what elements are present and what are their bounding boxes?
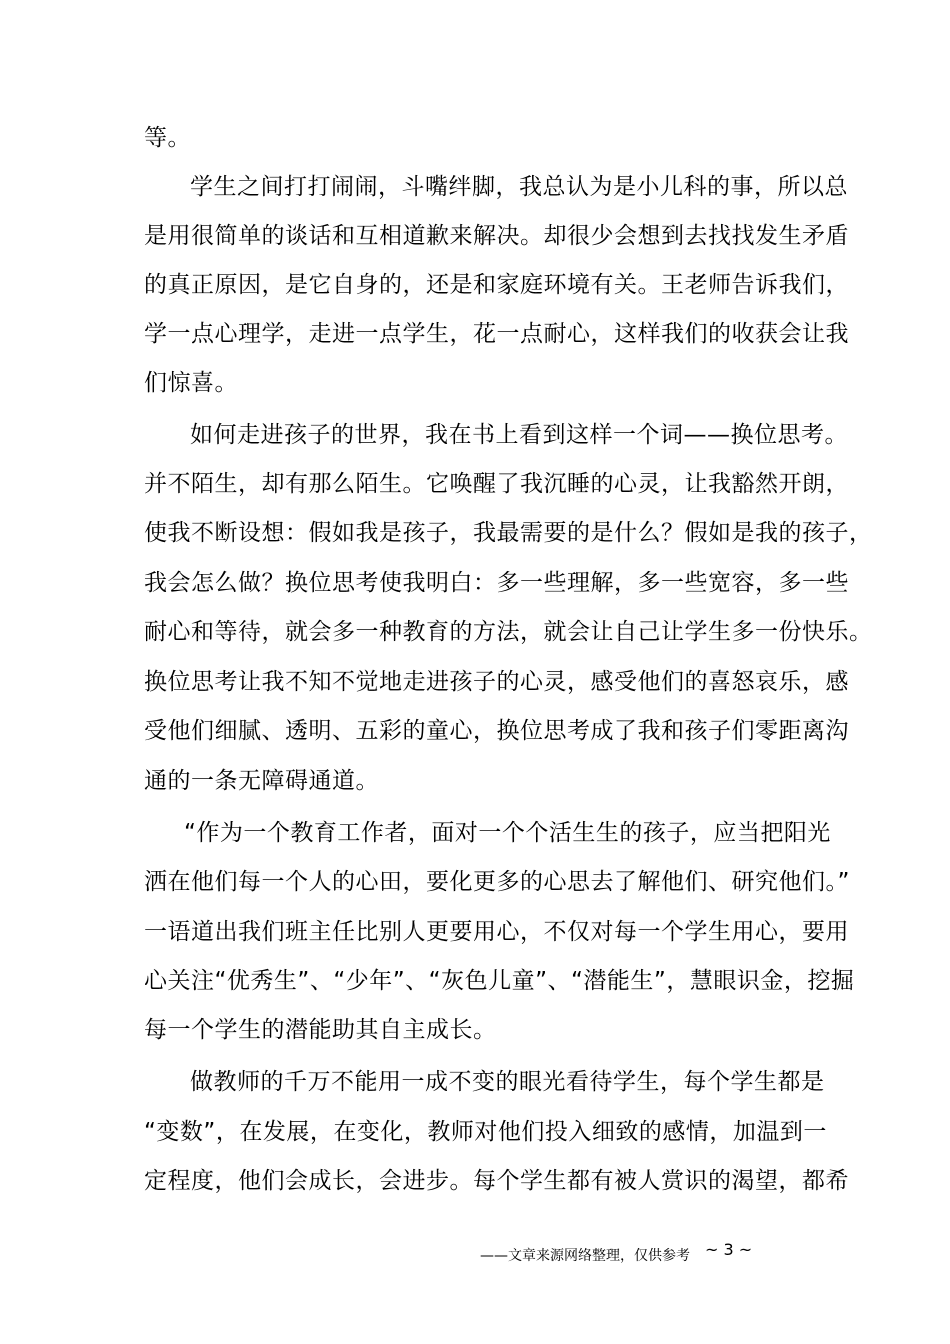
page-number: ~ 3 ~: [705, 1240, 753, 1259]
text-line: 并不陌生，却有那么陌生。它唤醒了我沉睡的心灵，让我豁然开朗，: [144, 471, 849, 497]
text-line: 受他们细腻、透明、五彩的童心，换位思考成了我和孩子们零距离沟: [144, 718, 849, 744]
text-line: 通的一条无障碍通道。: [144, 768, 379, 794]
text-line: 心关注“优秀生”、“少年”、“灰色儿童”、“潜能生”，慧眼识金，挖掘: [144, 968, 855, 994]
paragraph-first-line: 做教师的千万不能用一成不变的眼光看待学生，每个学生都是: [190, 1069, 825, 1095]
text-line: 是用很简单的谈话和互相道歉来解决。却很少会想到去找找发生矛盾: [144, 223, 849, 249]
text-line: 我会怎么做？换位思考使我明白：多一些理解，多一些宽容，多一些: [144, 570, 849, 596]
text-line: 耐心和等待，就会多一种教育的方法，就会让自己让学生多一份快乐。: [144, 619, 873, 645]
text-line: 使我不断设想：假如我是孩子，我最需要的是什么？假如是我的孩子，: [144, 520, 873, 546]
text-line: 换位思考让我不知不觉地走进孩子的心灵，感受他们的喜怒哀乐，感: [144, 669, 849, 695]
text-line: “变数”，在发展，在变化，教师对他们投入细致的感情，加温到一: [144, 1119, 827, 1145]
text-line: 一语道出我们班主任比别人更要用心，不仅对每一个学生用心，要用: [144, 919, 849, 945]
paragraph-first-line: 如何走进孩子的世界，我在书上看到这样一个词——换位思考。: [190, 422, 848, 448]
paragraph-first-line: “作为一个教育工作者，面对一个个活生生的孩子，应当把阳光: [184, 820, 831, 846]
text-line: 等。: [144, 125, 191, 151]
paragraph-first-line: 学生之间打打闹闹，斗嘴绊脚，我总认为是小儿科的事，所以总: [190, 174, 848, 200]
footer-source-note: ——文章来源网络整理，仅供参考: [480, 1248, 690, 1264]
text-line: 定程度，他们会成长，会进步。每个学生都有被人赏识的渴望，都希: [144, 1168, 849, 1194]
text-line: 的真正原因，是它自身的，还是和家庭环境有关。王老师告诉我们，: [144, 272, 849, 298]
text-line: 每一个学生的潜能助其自主成长。: [144, 1017, 497, 1043]
text-line: 洒在他们每一个人的心田，要化更多的心思去了解他们、研究他们。”: [144, 869, 850, 895]
text-line: 们惊喜。: [144, 370, 238, 396]
text-line: 学一点心理学，走进一点学生，花一点耐心，这样我们的收获会让我: [144, 321, 849, 347]
